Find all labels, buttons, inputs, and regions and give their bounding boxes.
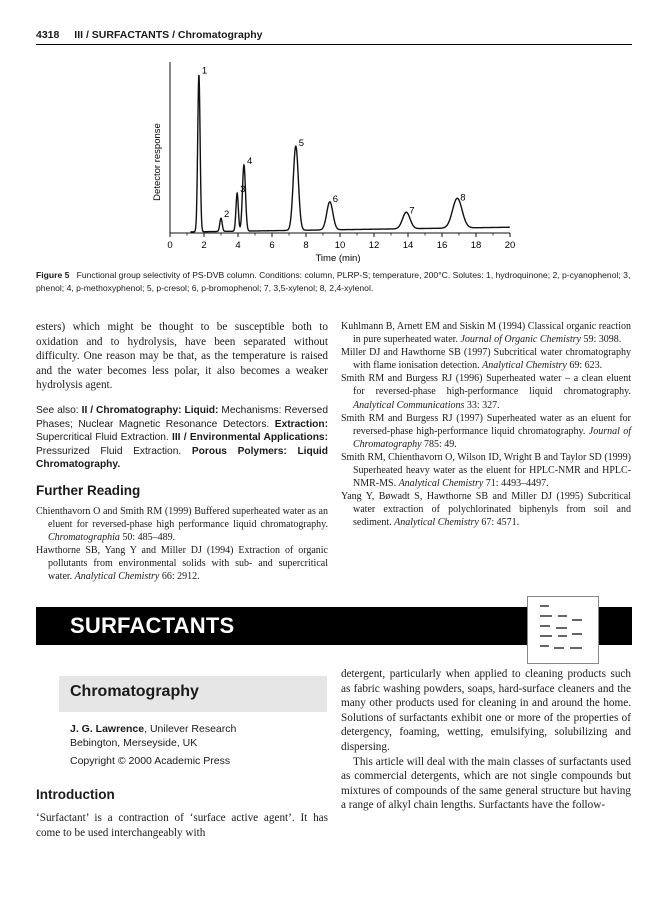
x-tick-label: 10 — [334, 240, 346, 251]
peak-labels — [202, 65, 466, 220]
left-reference-list — [36, 505, 328, 584]
author-address: Bebington, Merseyside, UK — [70, 737, 198, 749]
reference-item: Yang Y, Bøwadt S, Hawthorne SB and Miller DJ (1995) Subcritical water extraction of polychlorinated biphenyls from soil and sediment. Analytical Chemistry 67: 4571. — [341, 491, 631, 529]
author-name: J. G. Lawrence — [70, 723, 145, 735]
page-number: 4318 — [36, 29, 60, 41]
peak-label: 1 — [201, 65, 208, 77]
x-tick-label: 6 — [269, 240, 275, 251]
peak-label: 2 — [224, 208, 230, 220]
x-axis-label: Time (min) — [315, 253, 361, 264]
x-tick-label: 18 — [470, 240, 482, 251]
reference-item: Kuhlmann B, Arnett EM and Siskin M (1994) Classical organic reaction in pure superheated water. Journal of Organic Chemistry 59: 3098. — [341, 321, 631, 346]
figure-caption — [36, 269, 632, 295]
reference-item: Hawthorne SB, Yang Y and Miller DJ (1994) Extraction of organic pollutants from environmental solids with sub- and supercritical water. Analytical Chemistry 66: 2912. — [36, 544, 328, 582]
x-tick-label: 2 — [201, 240, 207, 251]
section-logo-icon — [527, 596, 599, 664]
section-path: III / SURFACTANTS / Chromatography — [74, 29, 263, 41]
author-affiliation: , Unilever Research — [144, 723, 237, 735]
reference-item: Smith RM and Burgess RJ (1996) Superheated water – a clean eluent for reversed-phase high-performance liquid chromatography. Analytical Communications 33: 327. — [341, 373, 631, 411]
chromatogram-trace — [190, 75, 509, 232]
see-also-link-3[interactable]: III / Environmental Applications: — [172, 432, 328, 444]
banner-title: SURFACTANTS — [70, 613, 235, 638]
y-axis-label: Detector response — [152, 123, 163, 201]
right-reference-list — [341, 320, 631, 530]
article-title: Chromatography — [70, 683, 199, 700]
reference-item: Smith RM, Chienthavorn O, Wilson ID, Wright B and Taylor SD (1999) Superheated heavy water as the eluent for HPLC-NMR and HPLC-NMR-MS. Analytical Chemistry 71: 4493–4497. — [341, 451, 631, 490]
peak-label: 6 — [332, 193, 339, 205]
x-tick-label: 14 — [402, 240, 414, 251]
author-info — [70, 722, 236, 750]
see-also-link-2[interactable]: Extraction: — [274, 418, 328, 430]
x-axis-ticks — [167, 233, 515, 251]
header-rule — [36, 44, 632, 45]
chart-axes — [170, 62, 510, 233]
further-reading-heading: Further Reading — [36, 482, 141, 498]
running-header — [36, 29, 632, 41]
article-paragraph-2: This article will deal with the main classes of surfactants used as commercial detergents, which are not single compounds but mixtures of compounds of the same general structure but having a range of alkyl chain lengths. Surfactants have the follow- — [341, 755, 631, 812]
x-tick-label: 16 — [436, 240, 448, 251]
figure-caption-text: Functional group selectivity of PS-DVB column. Conditions: column, PLRP-S; temperature, 200°C. Solutes: 1, hydroquinone; 2, p-cyanophenol; 3, phenol; 4, p-methoxyphenol; 5, p-cresol; 6, p-bromophenol; 7, 3,5-xylenol; 8, 2,4-xylenol. — [36, 270, 631, 293]
x-tick-label: 12 — [368, 240, 380, 251]
continuation-paragraph: esters) which might be thought to be susceptible both to oxidation and to hydrolysis, have been separated without difficulty. One reason may be that, as the temperature is raised and the water becomes less polar, it also becomes a weaker hydrolysis agent. — [36, 321, 328, 392]
copyright-line: Copyright © 2000 Academic Press — [70, 755, 231, 767]
article-paragraph-1: detergent, particularly when applied to cleaning products such as fabric washing powders, soaps, hard-surface cleaners and the many other products used for cleaning in and around the home. Solutions of surfactants exhibit one or more of the properties of detergency, foaming, wetting, emulsifying, solubilizing and dispersing. — [341, 668, 631, 753]
peak-label: 8 — [460, 192, 466, 204]
see-also-link-1[interactable]: II / Chromatography: Liquid: — [81, 404, 219, 416]
peak-label: 4 — [246, 156, 253, 167]
reference-item: Miller DJ and Hawthorne SB (1997) Subcritical water chromatography with flame ionisation detection. Analytical Chemistry 69: 623. — [341, 347, 631, 372]
peak-label: 7 — [409, 205, 415, 217]
peak-label: 5 — [298, 137, 305, 149]
x-tick-label: 8 — [303, 240, 309, 251]
peak-label: 3 — [240, 184, 246, 196]
introduction-heading: Introduction — [36, 787, 115, 802]
left-column — [36, 320, 328, 583]
x-tick-label: 0 — [167, 240, 173, 251]
figure-label: Figure 5 — [36, 270, 70, 280]
article-right-column — [341, 667, 631, 813]
x-tick-label: 20 — [504, 240, 516, 251]
see-also: See also: II / Chromatography: Liquid: Mechanisms: Reversed Phases; Nuclear Magnetic Resonance Detectors. Extraction: Supercritical Fluid Extraction. III / Environmental Applications: Pressurized Fluid Extraction. Porous Polymers: Liquid Chromatography. — [36, 404, 328, 471]
chromatogram-figure — [150, 58, 530, 266]
reference-item: Smith RM and Burgess RJ (1997) Superheated water as an eluent for reversed-phase high-performance liquid chromatography. Journal of Chromatography 785: 49. — [341, 412, 631, 450]
x-tick-label: 4 — [235, 240, 241, 251]
reference-item: Chienthavorn O and Smith RM (1999) Buffered superheated water as an eluent for reversed-phase high performance liquid chromatography. Chromatographia 50: 485–489. — [36, 505, 328, 543]
see-also-link-4[interactable]: Porous Polymers: Liquid Chromatography. — [36, 445, 328, 471]
introduction-paragraph: ‘Surfactant’ is a contraction of ‘surface active agent’. It has come to be used interchangeably with — [36, 812, 328, 839]
